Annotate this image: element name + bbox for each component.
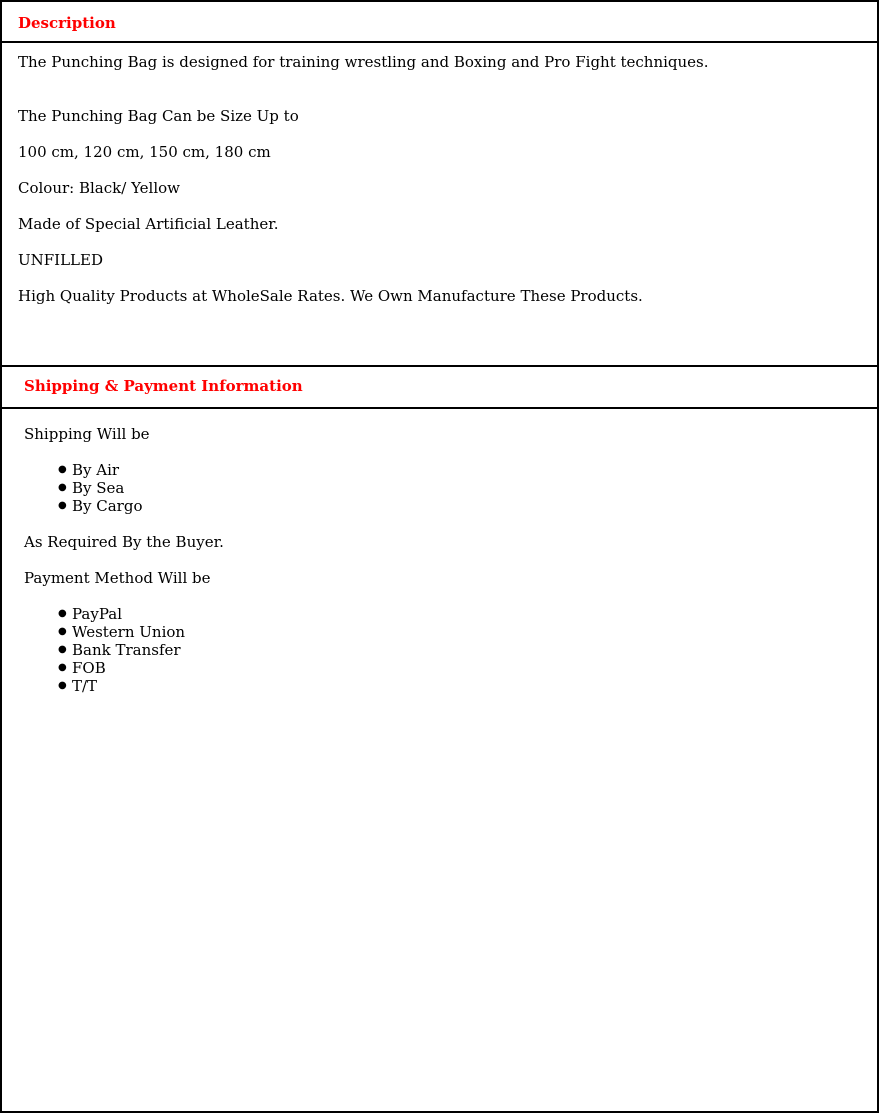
list-item: ● By Sea: [58, 479, 143, 497]
divider: [0, 365, 879, 367]
divider: [0, 41, 879, 43]
description-line: Made of Special Artificial Leather.: [18, 215, 279, 233]
list-item: ● PayPal: [58, 605, 185, 623]
divider: [0, 407, 879, 409]
description-line: 100 cm, 120 cm, 150 cm, 180 cm: [18, 143, 271, 161]
payment-intro: Payment Method Will be: [24, 569, 211, 587]
shipping-note: As Required By the Buyer.: [24, 533, 224, 551]
description-line: UNFILLED: [18, 251, 103, 269]
description-heading: Description: [18, 14, 116, 32]
description-line: High Quality Products at WholeSale Rates. We Own Manufacture These Products.: [18, 287, 643, 305]
description-line: The Punching Bag is designed for training wrestling and Boxing and Pro Fight techniques.: [18, 53, 709, 71]
list-item: ● Bank Transfer: [58, 641, 185, 659]
list-item: ● T/T: [58, 677, 185, 695]
list-item: ● By Cargo: [58, 497, 143, 515]
description-line: Colour: Black/ Yellow: [18, 179, 181, 197]
list-item: ● By Air: [58, 461, 143, 479]
list-item: ● Western Union: [58, 623, 185, 641]
shipping-heading: Shipping & Payment Information: [24, 377, 303, 395]
description-line: The Punching Bag Can be Size Up to: [18, 107, 299, 125]
payment-methods-list: [58, 605, 185, 695]
list-item: ● FOB: [58, 659, 185, 677]
shipping-methods-list: [58, 461, 143, 515]
shipping-intro: Shipping Will be: [24, 425, 150, 443]
